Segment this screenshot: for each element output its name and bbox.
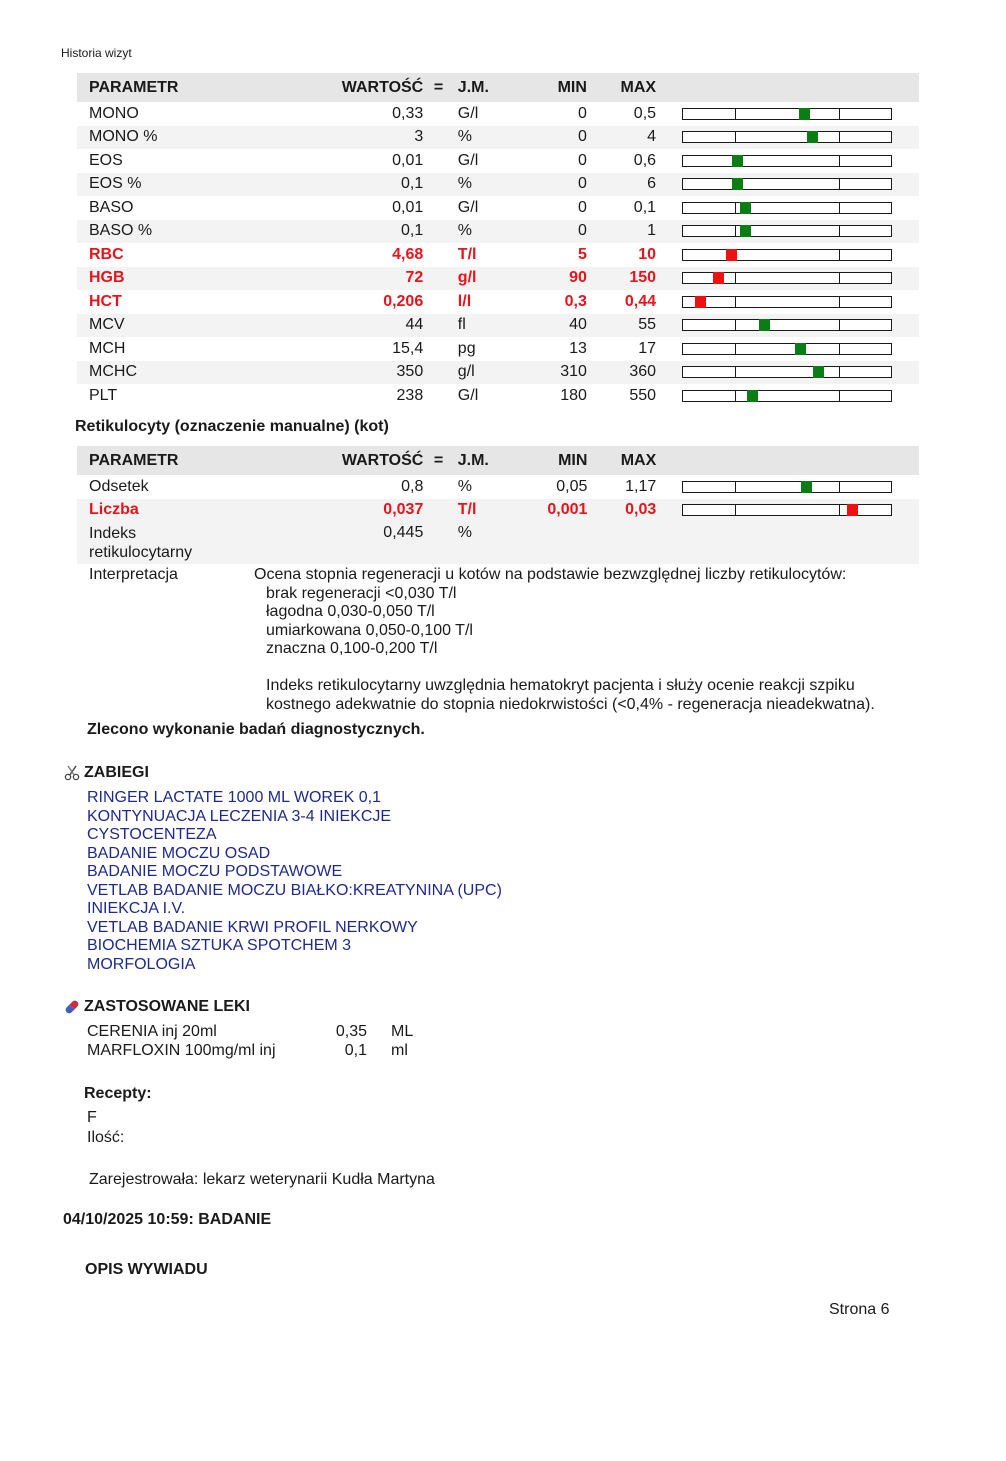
table-row	[77, 475, 919, 499]
param-min: 5	[578, 245, 587, 263]
range-bar-cell	[656, 522, 919, 564]
param-max	[587, 522, 656, 564]
param-eq	[423, 173, 454, 197]
range-bar-cell	[656, 173, 919, 197]
range-bar-cell	[656, 290, 919, 314]
table-row	[77, 314, 919, 338]
range-marker-normal	[759, 319, 770, 331]
drug-row	[87, 1041, 413, 1060]
param-name: HGB	[77, 267, 271, 291]
param-max: 10	[638, 245, 657, 263]
range-bar	[682, 249, 892, 261]
param-max: 1,17	[625, 477, 657, 495]
drugs-title: ZASTOSOWANE LEKI	[84, 998, 250, 1015]
drug-qty: 0,1	[344, 1042, 367, 1059]
range-bar	[682, 272, 892, 284]
param-min: 0	[578, 104, 587, 122]
param-name: RBC	[89, 245, 124, 263]
retic-section-title: Retikulocyty (oznaczenie manualne) (kot)	[75, 418, 389, 435]
range-bar-tick	[735, 505, 736, 515]
param-min: 40	[537, 314, 587, 338]
range-bar-cell	[656, 220, 919, 244]
interpretation-level: brak regeneracji <0,030 T/l	[266, 584, 457, 602]
interpretation-text	[254, 566, 875, 714]
param-value: 3	[271, 126, 423, 150]
range-bar-cell	[656, 149, 919, 173]
table-row	[77, 267, 919, 291]
param-unit: G/l	[457, 104, 479, 122]
range-bar-tick	[735, 226, 736, 236]
blood-results-table	[77, 73, 919, 408]
col-header-value: WARTOŚĆ	[272, 446, 423, 475]
range-bar-cell	[656, 243, 919, 267]
range-bar-tick	[735, 391, 736, 401]
pill-icon	[64, 999, 80, 1015]
range-marker-abnormal	[847, 504, 858, 516]
range-bar	[682, 343, 892, 355]
range-bar	[682, 481, 892, 493]
prescriptions-title: Recepty:	[84, 1085, 152, 1102]
range-marker-normal	[732, 178, 743, 190]
param-max: 550	[629, 386, 657, 404]
col-header-value: WARTOŚĆ	[271, 73, 423, 102]
param-unit: %	[454, 126, 537, 150]
table-header-row	[77, 446, 919, 475]
param-name: BASO	[89, 198, 134, 216]
param-name: Liczba	[77, 499, 272, 523]
param-unit: %	[454, 220, 537, 244]
range-bar-tick	[839, 250, 840, 260]
param-max: 17	[638, 339, 657, 357]
param-name: MCH	[89, 339, 126, 357]
param-unit: G/l	[457, 198, 479, 216]
procedure-item: MORFOLOGIA	[87, 955, 196, 973]
prescriptions-body	[87, 1108, 124, 1147]
range-bar-tick	[735, 367, 736, 377]
scissors-icon	[64, 765, 80, 781]
range-bar	[682, 155, 892, 167]
range-bar	[682, 504, 892, 516]
range-marker-normal	[740, 225, 751, 237]
param-value: 72	[271, 267, 423, 291]
range-bar-tick	[839, 344, 840, 354]
range-bar-tick	[839, 367, 840, 377]
interpretation-level: umiarkowana 0,050-0,100 T/l	[266, 621, 473, 639]
range-bar-tick	[839, 203, 840, 213]
param-value: 0,1	[271, 220, 423, 244]
param-value: 4,68	[392, 245, 424, 263]
param-name: EOS	[89, 151, 123, 169]
param-max: 4	[587, 126, 656, 150]
param-unit: %	[457, 477, 472, 495]
range-bar	[682, 178, 892, 190]
param-value: 350	[271, 361, 423, 385]
param-unit: l/l	[457, 292, 472, 310]
col-header-bar	[656, 446, 919, 475]
drugs-header	[64, 998, 250, 1016]
param-max: 0,1	[633, 198, 657, 216]
table-row	[77, 126, 919, 150]
table-row	[77, 149, 919, 173]
drug-qty: 0,35	[335, 1023, 367, 1040]
param-min: 0	[537, 126, 587, 150]
range-bar	[682, 296, 892, 308]
range-bar	[682, 131, 892, 143]
procedure-item: KONTYNUACJA LECZENIA 3-4 INIEKCJE	[87, 807, 392, 825]
col-header-unit: J.M.	[454, 73, 537, 102]
col-header-eq: =	[423, 446, 453, 475]
range-bar-cell	[656, 361, 919, 385]
param-value: 0,01	[392, 198, 424, 216]
param-name: PLT	[89, 386, 118, 404]
ordered-note: Zlecono wykonanie badań diagnostycznych.	[87, 721, 425, 738]
param-max: 0,44	[624, 292, 657, 310]
param-max: 0,5	[633, 104, 657, 122]
param-max: 0,03	[587, 499, 656, 523]
prescription-quantity: Ilość:	[87, 1128, 125, 1146]
param-unit: g/l	[454, 361, 537, 385]
param-eq	[423, 243, 454, 267]
col-header-min: MIN	[537, 446, 588, 475]
range-marker-normal	[801, 481, 812, 493]
procedures-title: ZABIEGI	[84, 764, 149, 781]
range-bar-tick	[735, 203, 736, 213]
param-min: 0,3	[564, 292, 587, 310]
range-bar-tick	[735, 109, 736, 119]
param-min: 0,05	[556, 477, 588, 495]
param-eq	[423, 499, 453, 523]
table-row	[77, 173, 919, 197]
param-eq	[423, 267, 454, 291]
procedure-item: BIOCHEMIA SZTUKA SPOTCHEM 3	[87, 937, 352, 954]
range-bar-cell	[656, 267, 919, 291]
table-row	[77, 522, 919, 564]
range-marker-normal	[795, 343, 806, 355]
range-bar-tick	[735, 344, 736, 354]
range-marker-abnormal	[695, 296, 706, 308]
range-marker-abnormal	[713, 272, 724, 284]
param-min: 0	[537, 220, 587, 244]
range-bar-cell	[656, 314, 919, 338]
param-eq	[423, 475, 453, 499]
col-header-bar	[656, 73, 919, 102]
range-bar-tick	[839, 505, 840, 515]
param-min: 0	[578, 151, 587, 169]
param-value: 15,4	[392, 339, 424, 357]
param-value: 0,206	[383, 292, 424, 310]
table-row	[77, 290, 919, 314]
interpretation-level: znaczna 0,100-0,200 T/l	[266, 640, 438, 657]
range-bar-tick	[839, 482, 840, 492]
range-bar	[682, 390, 892, 402]
range-bar	[682, 366, 892, 378]
param-min: 0	[578, 198, 587, 216]
range-bar-tick	[735, 482, 736, 492]
param-name: BASO %	[77, 220, 271, 244]
param-eq	[423, 149, 454, 173]
param-max: 1	[587, 220, 656, 244]
param-max: 150	[587, 267, 656, 291]
param-eq	[423, 314, 454, 338]
interpretation-level: łagodna 0,030-0,050 T/l	[266, 603, 435, 620]
param-name-line: retikulocytarny	[89, 544, 193, 561]
drugs-list	[87, 1022, 413, 1060]
range-bar-tick	[735, 297, 736, 307]
interpretation-note: kostnego adekwatnie do stopnia niedokrwistości (<0,4% - regeneracja nieadekwatna).	[266, 695, 875, 713]
prescription-line: F	[87, 1109, 97, 1126]
drug-name: MARFLOXIN 100mg/ml inj	[87, 1042, 276, 1059]
param-min: 90	[537, 267, 587, 291]
procedure-item: INIEKCJA I.V.	[87, 900, 186, 917]
range-marker-normal	[813, 366, 824, 378]
range-bar-tick	[839, 391, 840, 401]
history-section-title: OPIS WYWIADU	[85, 1261, 208, 1278]
param-value: 0,01	[392, 151, 424, 169]
range-bar-cell	[656, 102, 919, 126]
param-unit: G/l	[457, 151, 479, 169]
range-bar-tick	[839, 132, 840, 142]
col-header-eq: =	[423, 73, 454, 102]
param-eq	[423, 126, 454, 150]
procedures-list	[87, 789, 502, 974]
range-bar-cell	[656, 384, 919, 408]
retic-results-table	[77, 446, 919, 564]
param-min	[537, 522, 588, 564]
page-number: Strona 6	[829, 1301, 890, 1318]
param-max: 55	[587, 314, 656, 338]
param-value: 0,445	[272, 522, 423, 564]
param-value: 0,1	[271, 173, 423, 197]
interpretation-intro: Ocena stopnia regeneracji u kotów na podstawie bezwzględnej liczby retikulocytów:	[254, 566, 847, 583]
drug-row	[87, 1022, 413, 1041]
param-max: 360	[587, 361, 656, 385]
range-bar-tick	[839, 226, 840, 236]
range-bar-cell	[656, 126, 919, 150]
range-marker-normal	[807, 131, 818, 143]
range-bar-tick	[735, 132, 736, 142]
procedure-item: BADANIE MOCZU PODSTAWOWE	[87, 863, 343, 880]
param-value: 0,8	[401, 477, 424, 495]
param-name-line: Indeks	[89, 525, 137, 542]
range-bar-tick	[735, 320, 736, 330]
table-row	[77, 220, 919, 244]
registered-by: Zarejestrowała: lekarz weterynarii Kudła Martyna	[89, 1171, 435, 1188]
table-row	[77, 384, 919, 408]
param-eq	[423, 522, 453, 564]
range-bar-cell	[656, 475, 919, 499]
param-name: Odsetek	[89, 477, 149, 495]
procedure-item: VETLAB BADANIE MOCZU BIAŁKO:KREATYNINA (UPC)	[87, 881, 502, 899]
param-value: 0,33	[392, 104, 424, 122]
table-header-row	[77, 73, 919, 102]
range-bar	[682, 319, 892, 331]
param-value: 0,037	[272, 499, 423, 523]
param-name: MONO	[89, 104, 139, 122]
param-eq	[423, 290, 454, 314]
param-min: 13	[569, 339, 587, 357]
col-header-max: MAX	[587, 73, 656, 102]
table-row	[77, 243, 919, 267]
range-bar	[682, 225, 892, 237]
table-row	[77, 102, 919, 126]
procedure-item: BADANIE MOCZU OSAD	[87, 844, 271, 862]
param-name: MONO %	[77, 126, 271, 150]
col-header-max: MAX	[587, 446, 656, 475]
page-header: Historia wizyt	[61, 46, 132, 60]
range-bar-tick	[735, 273, 736, 283]
procedure-item: CYSTOCENTEZA	[87, 826, 217, 843]
range-marker-normal	[732, 155, 743, 167]
param-eq	[423, 102, 454, 126]
table-row	[77, 361, 919, 385]
range-marker-normal	[747, 390, 758, 402]
col-header-min: MIN	[537, 73, 587, 102]
col-header-unit: J.M.	[454, 446, 537, 475]
drug-unit: ML	[391, 1023, 414, 1040]
param-name	[77, 522, 272, 564]
param-eq	[423, 220, 454, 244]
param-name: MCHC	[77, 361, 271, 385]
visit-header: 04/10/2025 10:59: BADANIE	[63, 1211, 272, 1228]
range-bar-tick	[839, 297, 840, 307]
range-marker-normal	[799, 108, 810, 120]
param-unit: g/l	[454, 267, 537, 291]
param-max: 0,6	[633, 151, 657, 169]
param-unit: %	[454, 173, 537, 197]
param-value: 238	[396, 386, 424, 404]
procedures-header	[64, 764, 149, 782]
range-bar-cell	[656, 499, 919, 523]
param-eq	[423, 384, 454, 408]
param-unit: pg	[457, 339, 476, 357]
param-name: MCV	[77, 314, 271, 338]
range-marker-abnormal	[726, 249, 737, 261]
procedure-item: VETLAB BADANIE KRWI PROFIL NERKOWY	[87, 918, 418, 936]
range-bar-tick	[839, 320, 840, 330]
drug-unit: ml	[391, 1042, 408, 1059]
range-bar	[682, 108, 892, 120]
range-bar-tick	[839, 156, 840, 166]
param-unit: G/l	[457, 386, 479, 404]
table-row	[77, 337, 919, 361]
param-eq	[423, 196, 454, 220]
param-unit: %	[454, 522, 537, 564]
col-header-param: PARAMETR	[77, 446, 272, 475]
range-marker-normal	[740, 202, 751, 214]
col-header-param: PARAMETR	[77, 73, 271, 102]
param-unit: T/l	[457, 245, 477, 263]
param-min: 310	[537, 361, 587, 385]
procedure-item: RINGER LACTATE 1000 ML WOREK 0,1	[87, 789, 382, 806]
range-bar-tick	[839, 179, 840, 189]
range-bar-tick	[839, 273, 840, 283]
param-eq	[423, 361, 454, 385]
table-row	[77, 196, 919, 220]
param-unit: T/l	[454, 499, 537, 523]
table-row	[77, 499, 919, 523]
param-name: EOS %	[77, 173, 271, 197]
range-bar-cell	[656, 196, 919, 220]
drug-name: CERENIA inj 20ml	[87, 1023, 217, 1040]
param-name: HCT	[89, 292, 122, 310]
param-min: 0	[537, 173, 587, 197]
range-bar-cell	[656, 337, 919, 361]
param-min: 180	[560, 386, 587, 404]
param-max: 6	[587, 173, 656, 197]
param-unit: fl	[454, 314, 537, 338]
param-eq	[423, 337, 454, 361]
range-bar-tick	[839, 109, 840, 119]
param-value: 44	[271, 314, 423, 338]
interpretation-note: Indeks retikulocytarny uwzględnia hematokryt pacjenta i służy ocenie reakcji szpiku	[266, 677, 855, 694]
param-min: 0,001	[537, 499, 588, 523]
interpretation-label: Interpretacja	[89, 566, 178, 583]
range-bar	[682, 202, 892, 214]
